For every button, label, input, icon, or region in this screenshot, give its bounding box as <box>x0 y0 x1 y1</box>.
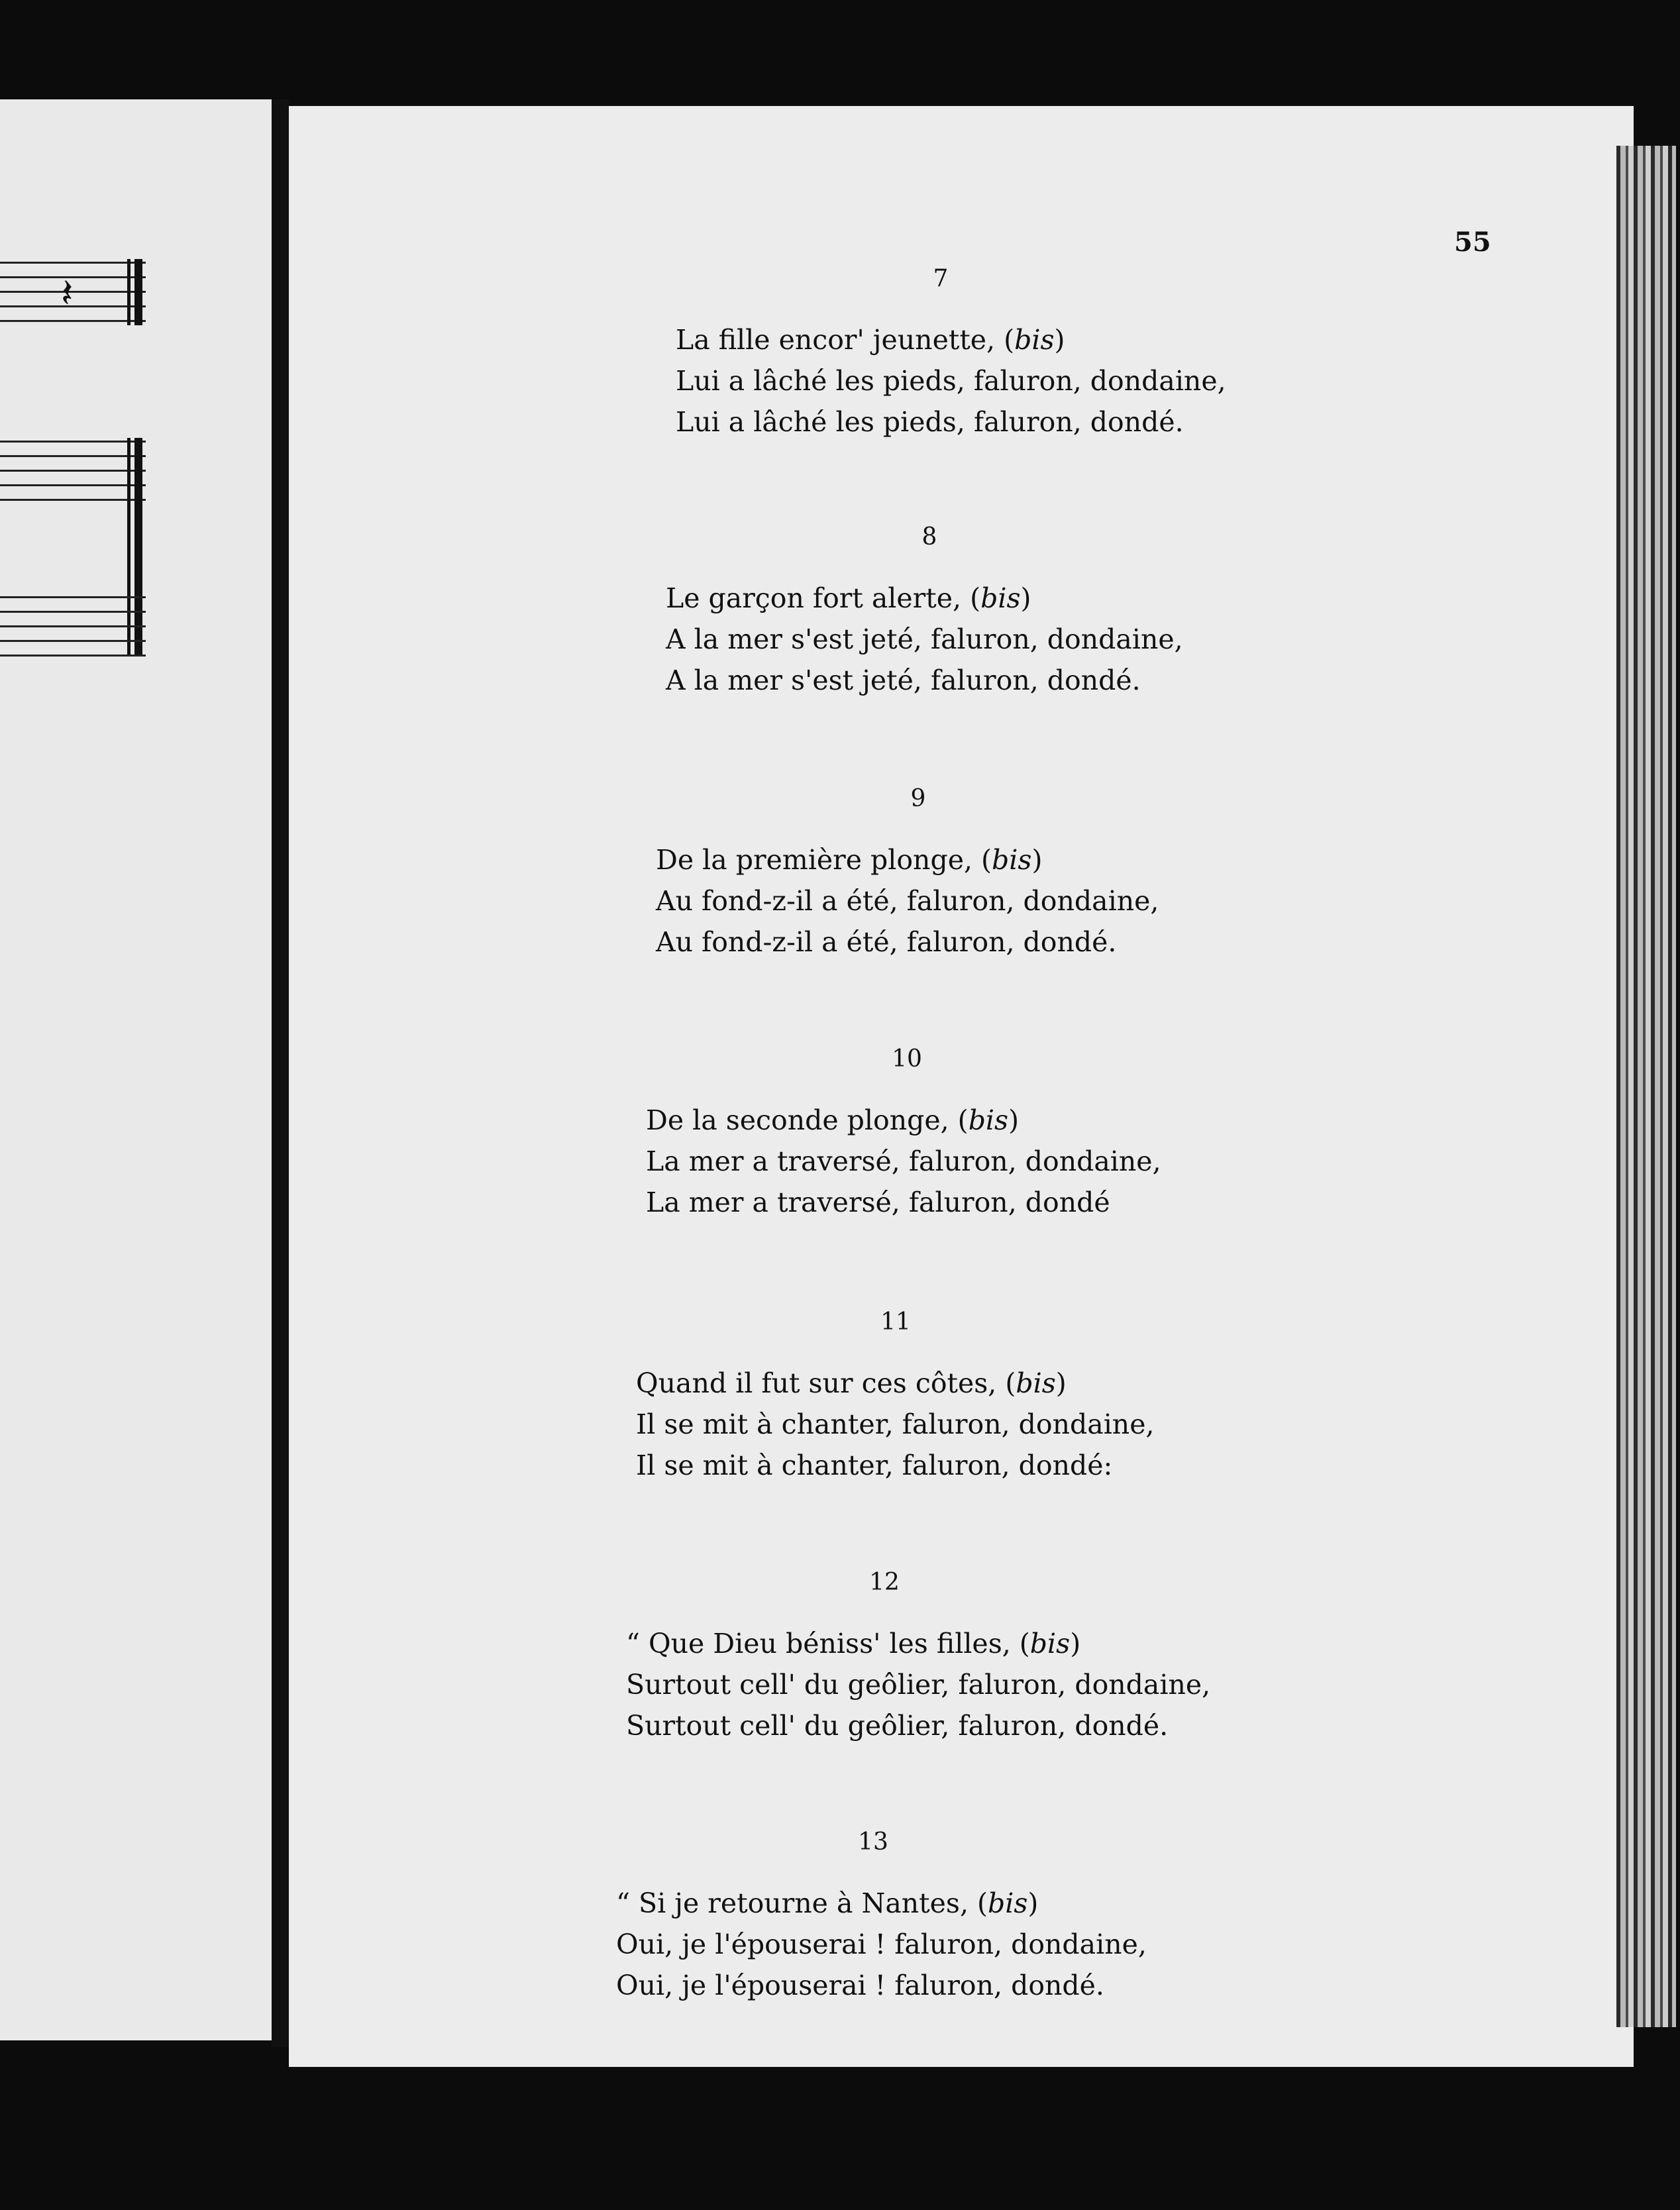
verse-text: Surtout cell' du geôlier, faluron, dondé. <box>626 1710 1169 1742</box>
verse-text: La mer a traversé, faluron, dondaine, <box>646 1145 1161 1177</box>
verse-text-tail: ) <box>1031 844 1043 876</box>
bis-marker: bis <box>968 1104 1009 1136</box>
verse-text: La fille encor' jeunette, ( <box>676 324 1015 356</box>
verse-text: A la mer s'est jeté, faluron, dondé. <box>666 664 1141 696</box>
stanza-number: 8 <box>921 523 937 551</box>
page-edges <box>1616 146 1676 2027</box>
stanza-number: 7 <box>933 265 949 292</box>
verse-line <box>646 1100 1161 1141</box>
verse-line <box>616 1924 1147 1965</box>
verse-text-tail: ) <box>1020 582 1031 614</box>
verse-text: De la seconde plonge, ( <box>646 1104 969 1136</box>
bis-marker: bis <box>1029 1628 1071 1659</box>
music-staff-fragment <box>0 262 146 335</box>
verse-line <box>616 1965 1147 2006</box>
page-number: 55 <box>1454 227 1491 258</box>
stanza-lines <box>626 1623 1210 1746</box>
bis-marker: bis <box>980 582 1021 614</box>
stanza-number: 12 <box>869 1569 900 1596</box>
verse-line <box>626 1705 1210 1746</box>
music-staff-fragment <box>0 441 146 513</box>
book-gutter <box>272 99 289 2047</box>
verse-line <box>626 1623 1210 1664</box>
previous-page <box>0 99 272 2040</box>
verse-line <box>656 921 1159 963</box>
verse-line <box>666 660 1183 701</box>
verse-text: Oui, je l'épouserai ! faluron, dondé. <box>616 1970 1104 2001</box>
verse-line <box>676 360 1226 401</box>
verse-text: “ Si je retourne à Nantes, ( <box>616 1887 988 1919</box>
stanza-lines <box>666 578 1183 701</box>
verse-text: A la mer s'est jeté, faluron, dondaine, <box>666 623 1183 655</box>
stanza-number: 10 <box>892 1045 922 1073</box>
verse-text: De la première plonge, ( <box>656 844 992 876</box>
verse-text: Au fond-z-il a été, faluron, dondé. <box>656 926 1117 958</box>
stanza-number: 11 <box>880 1308 911 1336</box>
verse-line <box>676 319 1226 360</box>
verse-line <box>636 1363 1155 1404</box>
verse-line <box>626 1664 1210 1705</box>
verse-text: Le garçon fort alerte, ( <box>666 582 981 614</box>
stanza-lines <box>616 1883 1147 2006</box>
verse-text-tail: ) <box>1055 1367 1067 1399</box>
bis-marker: bis <box>988 1887 1028 1919</box>
verse-text-tail: ) <box>1054 324 1065 356</box>
bis-marker: bis <box>1016 1367 1056 1399</box>
verse-text: Il se mit à chanter, faluron, dondé: <box>636 1449 1113 1481</box>
verse-line <box>636 1404 1155 1445</box>
verse-text: Lui a lâché les pieds, faluron, dondaine, <box>676 365 1226 397</box>
verse-line <box>656 839 1159 880</box>
verse-text: La mer a traversé, faluron, dondé <box>646 1186 1110 1218</box>
stanza-number: 9 <box>910 785 926 812</box>
bis-marker: bis <box>992 844 1032 876</box>
verse-text: Quand il fut sur ces côtes, ( <box>636 1367 1016 1399</box>
music-staff-fragment <box>0 596 146 669</box>
verse-text: “ Que Dieu béniss' les filles, ( <box>626 1628 1030 1659</box>
rest-icon: 𝄽 <box>61 270 74 317</box>
verse-line <box>666 619 1183 660</box>
verse-line <box>636 1445 1155 1486</box>
stanza-number: 13 <box>858 1828 888 1856</box>
verse-line <box>616 1883 1147 1924</box>
verse-line <box>656 880 1159 921</box>
verse-text: Au fond-z-il a été, faluron, dondaine, <box>656 885 1159 917</box>
stanza-lines <box>646 1100 1161 1223</box>
verse-text: Lui a lâché les pieds, faluron, dondé. <box>676 406 1184 438</box>
verse-line <box>676 401 1226 443</box>
verse-text: Oui, je l'épouserai ! faluron, dondaine, <box>616 1928 1147 1960</box>
verse-line <box>646 1141 1161 1182</box>
stanza-lines <box>676 319 1226 443</box>
verse-line <box>646 1182 1161 1223</box>
verse-text: Surtout cell' du geôlier, faluron, dondaine, <box>626 1669 1211 1701</box>
verse-text-tail: ) <box>1027 1887 1039 1919</box>
stanza-lines <box>656 839 1159 963</box>
stanza-lines <box>636 1363 1155 1486</box>
verse-text-tail: ) <box>1070 1628 1081 1659</box>
bis-marker: bis <box>1014 324 1055 356</box>
verse-text: Il se mit à chanter, faluron, dondaine, <box>636 1408 1155 1440</box>
verse-line <box>666 578 1183 619</box>
verse-text-tail: ) <box>1008 1104 1020 1136</box>
